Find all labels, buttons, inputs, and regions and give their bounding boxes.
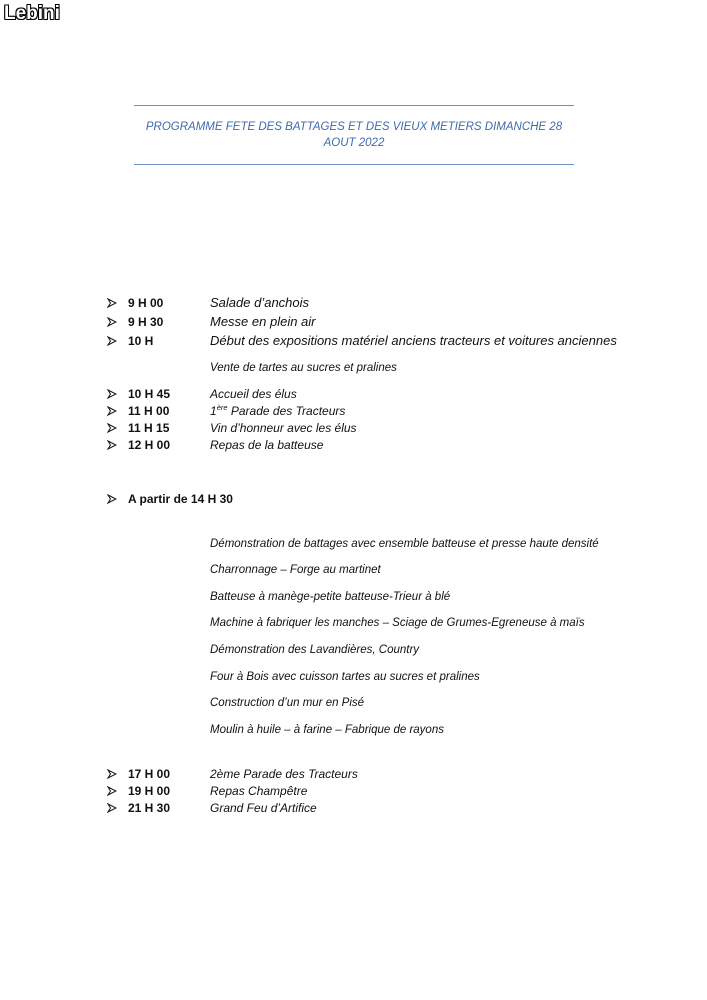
activity-item: Four à Bois avec cuisson tartes au sucres et pralines [210, 671, 480, 683]
arrow-bullet-icon [107, 420, 119, 436]
activity-item: Construction d’un mur en Pisé [210, 697, 365, 709]
schedule-event: Grand Feu d’Artifice [210, 801, 317, 815]
schedule-time: 19 H 00 [128, 784, 171, 798]
schedule-item [0, 800, 707, 816]
schedule-item [0, 295, 707, 311]
watermark-logo: Lebini [4, 3, 60, 24]
schedule-time: 17 H 00 [128, 767, 171, 781]
arrow-bullet-icon [107, 295, 119, 311]
ordinal-superscript: ère [216, 403, 228, 412]
morning-note: Vente de tartes au sucres et pralines [210, 362, 397, 374]
schedule-event: Messe en plein air [210, 314, 316, 329]
page-title: PROGRAMME FETE DES BATTAGES ET DES VIEUX METIERS DIMANCHE 28 AOUT 2022 [145, 121, 563, 149]
activity-item: Démonstration de battages avec ensemble batteuse et presse haute densité [210, 538, 599, 550]
schedule-event: Salade d’anchois [210, 295, 310, 310]
schedule-time: 11 H 15 [128, 421, 170, 435]
schedule-item [0, 403, 707, 419]
arrow-bullet-icon [107, 491, 119, 507]
title-rule-top [134, 105, 574, 106]
afternoon-label: A partir de 14 H 30 [128, 492, 233, 506]
schedule-item [0, 314, 707, 330]
arrow-bullet-icon [107, 314, 119, 330]
schedule-time: 10 H [128, 334, 154, 348]
arrow-bullet-icon [107, 437, 119, 453]
schedule-event: Début des expositions matériel anciens tracteurs et voitures anciennes [210, 333, 617, 348]
activity-item: Charronnage – Forge au martinet [210, 564, 381, 576]
schedule-item [0, 420, 707, 436]
afternoon-heading [0, 491, 707, 507]
schedule-event: Vin d’honneur avec les élus [210, 421, 357, 435]
arrow-bullet-icon [107, 766, 119, 782]
activity-item: Batteuse à manège-petite batteuse-Trieur à blé [210, 591, 451, 603]
schedule-event [210, 403, 345, 419]
activity-item: Démonstration des Lavandières, Country [210, 644, 420, 656]
schedule-time: 10 H 45 [128, 387, 171, 401]
schedule-time: 11 H 00 [128, 404, 170, 418]
schedule-event: Accueil des élus [210, 387, 297, 401]
arrow-bullet-icon [107, 783, 119, 799]
arrow-bullet-icon [107, 386, 119, 402]
schedule-item [0, 333, 707, 349]
schedule-event: Repas Champêtre [210, 784, 308, 798]
activity-item: Moulin à huile – à farine – Fabrique de rayons [210, 724, 444, 736]
schedule-event-text: Parade des Tracteurs [230, 404, 346, 418]
schedule-time: 12 H 00 [128, 438, 171, 452]
schedule-item [0, 783, 707, 799]
schedule-time: 9 H 00 [128, 296, 164, 310]
schedule-event: Repas de la batteuse [210, 438, 324, 452]
schedule-time: 21 H 30 [128, 801, 171, 815]
schedule-item [0, 437, 707, 453]
arrow-bullet-icon [107, 333, 119, 349]
ordinal-number: 1 [210, 404, 217, 418]
schedule-event: 2ème Parade des Tracteurs [210, 767, 358, 781]
schedule-item [0, 386, 707, 402]
activity-item: Machine à fabriquer les manches – Sciage de Grumes-Egreneuse à maïs [210, 617, 585, 629]
arrow-bullet-icon [107, 800, 119, 816]
arrow-bullet-icon [107, 403, 119, 419]
schedule-item [0, 766, 707, 782]
title-rule-bottom [134, 164, 574, 165]
schedule-time: 9 H 30 [128, 315, 164, 329]
